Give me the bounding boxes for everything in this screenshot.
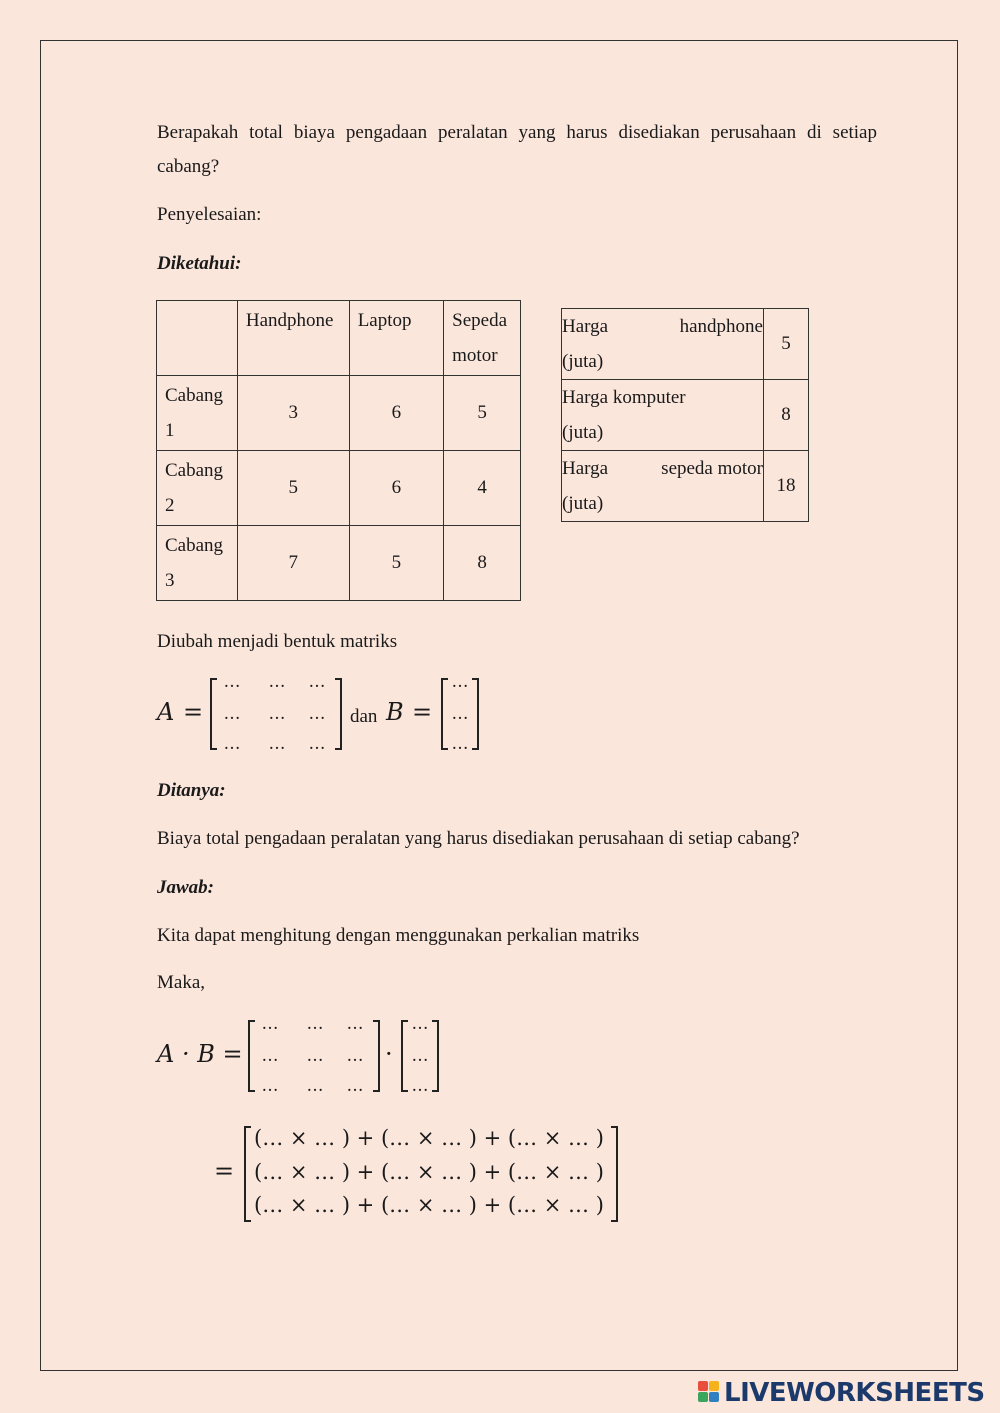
matrix-entry: …	[268, 734, 286, 754]
liveworksheets-text: LIVEWORKSHEETS	[724, 1378, 985, 1408]
dan-text: dan	[350, 706, 378, 727]
matrix-entry: …	[346, 1014, 364, 1034]
jawab-heading: Jawab:	[157, 877, 214, 898]
matrix-entry: …	[223, 734, 241, 754]
diketahui-heading: Diketahui:	[157, 253, 242, 274]
price-value-motor: 18	[764, 451, 809, 522]
result-row: (… × … ) + (… × … ) + (… × … )	[254, 1126, 604, 1150]
ditanya-heading: Ditanya:	[157, 780, 226, 801]
maka-text: Maka,	[157, 972, 206, 993]
table-cell: 5	[444, 376, 521, 451]
price-unit: (juta)	[562, 351, 604, 372]
table-cell: 7	[237, 526, 349, 601]
matrix-entry: …	[306, 1014, 324, 1034]
ditanya-text: Biaya total pengadaan peralatan yang harus disediakan perusahaan di setiap cabang?	[157, 828, 800, 849]
right-bracket	[611, 1126, 618, 1222]
question-text: Berapakah total biaya pengadaan peralatan yang harus disediakan perusahaan di setiap cabang?	[157, 122, 877, 177]
table-cell: 4	[444, 451, 521, 526]
dot-operator: ·	[385, 1040, 393, 1068]
table-cell: 5	[237, 451, 349, 526]
result-row: (… × … ) + (… × … ) + (… × … )	[254, 1193, 604, 1217]
table-row	[562, 451, 809, 522]
left-bracket	[244, 1126, 251, 1222]
price-unit: (juta)	[562, 422, 604, 443]
col-header-handphone: Handphone	[245, 310, 334, 331]
matrix-b-var: B	[386, 698, 404, 726]
price-value-handphone: 5	[764, 309, 809, 380]
matrix-b	[401, 1014, 439, 1096]
row-label-cabang-3: Cabang 3	[165, 535, 224, 591]
matrix-a	[248, 1014, 380, 1096]
row-label-cabang-1: Cabang 1	[165, 385, 224, 441]
price-table	[561, 308, 809, 522]
table-cell: 6	[349, 376, 443, 451]
matrix-entry: …	[308, 734, 326, 754]
matrix-b	[441, 672, 479, 754]
table-row	[157, 376, 521, 451]
equals-sign: =	[214, 1157, 235, 1185]
quantity-table	[156, 300, 521, 601]
table-row	[157, 526, 521, 601]
price-value-komputer: 8	[764, 380, 809, 451]
matrix-entry: …	[411, 1014, 429, 1034]
diubah-text: Diubah menjadi bentuk matriks	[157, 631, 398, 652]
equals-sign: =	[183, 698, 204, 726]
matrix-a-var: A	[157, 698, 175, 726]
matrix-entry: …	[261, 1076, 279, 1096]
matrix-entry: …	[268, 672, 286, 692]
matrix-entry: …	[308, 704, 326, 724]
table-cell: 6	[349, 451, 443, 526]
matrix-entry: …	[346, 1076, 364, 1096]
matrix-a	[210, 672, 342, 754]
table-row	[157, 451, 521, 526]
col-header-sepeda-motor: Sepeda motor	[452, 310, 508, 366]
matrix-entry: …	[451, 734, 469, 754]
price-label-komputer: Harga komputer	[562, 387, 686, 408]
expanded-product	[214, 1124, 624, 1224]
table-cell: 5	[349, 526, 443, 601]
table-corner	[157, 301, 238, 376]
equals-sign: =	[412, 698, 433, 726]
result-row: (… × … ) + (… × … ) + (… × … )	[254, 1160, 604, 1184]
matrix-entry: …	[451, 704, 469, 724]
matrix-entry: …	[306, 1076, 324, 1096]
matrix-entry: …	[411, 1076, 429, 1096]
matrix-entry: …	[268, 704, 286, 724]
table-cell: 3	[237, 376, 349, 451]
table-cell: 8	[444, 526, 521, 601]
liveworksheets-logo	[698, 1378, 985, 1408]
matrix-entry: …	[306, 1046, 324, 1066]
col-header-laptop: Laptop	[357, 310, 412, 331]
liveworksheets-logo-icon	[698, 1381, 720, 1405]
matrix-entry: …	[346, 1046, 364, 1066]
table-row	[562, 380, 809, 451]
matrix-entry: …	[451, 672, 469, 692]
jawab-text: Kita dapat menghitung dengan menggunakan perkalian matriks	[157, 925, 640, 946]
matrix-entry: …	[261, 1046, 279, 1066]
matrix-entry: …	[261, 1014, 279, 1034]
matrix-entry: …	[223, 704, 241, 724]
result-matrix	[244, 1126, 618, 1222]
question-line-1	[157, 116, 877, 184]
penyelesaian-label: Penyelesaian:	[157, 204, 262, 225]
matrix-entry: …	[411, 1046, 429, 1066]
row-label-cabang-2: Cabang 2	[165, 460, 224, 516]
price-label-motor-b: sepeda motor	[661, 458, 763, 479]
matrix-definition	[157, 672, 487, 754]
price-label-handphone-a: Harga	[562, 316, 609, 337]
table-row	[562, 309, 809, 380]
price-unit: (juta)	[562, 493, 604, 514]
matrix-entry: …	[223, 672, 241, 692]
matrix-entry: …	[308, 672, 326, 692]
product-expression	[157, 1014, 447, 1096]
price-label-motor-a: Harga	[562, 458, 609, 479]
price-label-handphone-b: handphone	[679, 316, 763, 337]
product-lhs: A · B =	[157, 1040, 243, 1068]
